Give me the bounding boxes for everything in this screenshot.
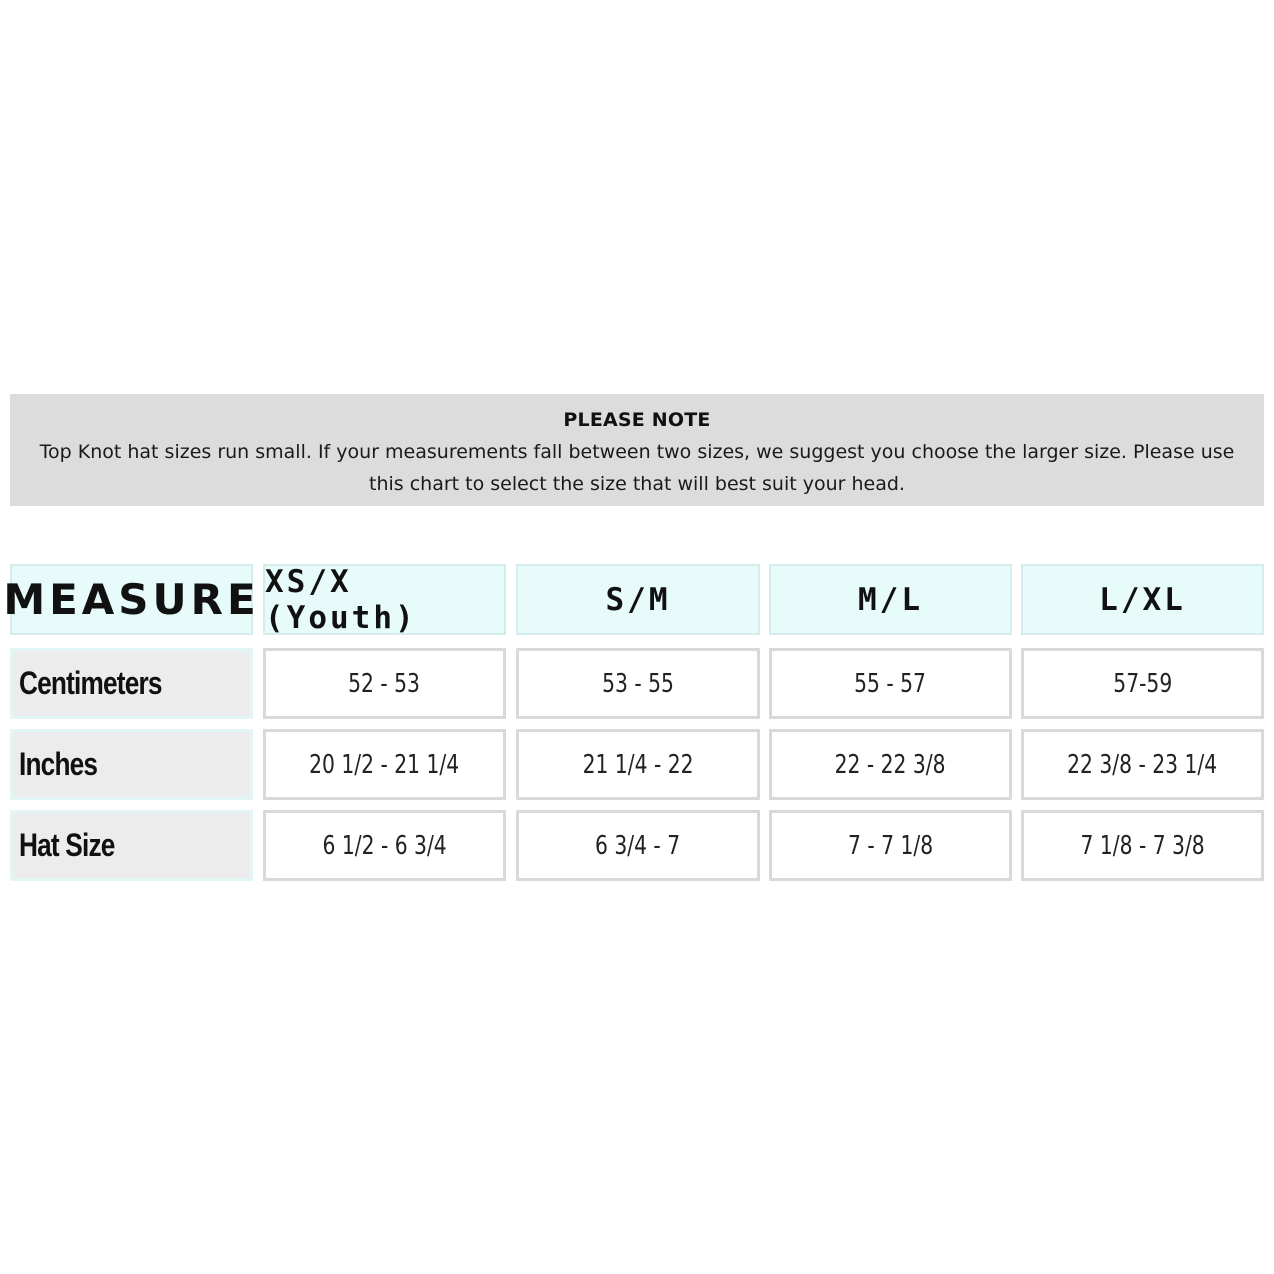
table-cell: 57-59 — [1021, 648, 1264, 719]
table-cell: 22 - 22 3/8 — [769, 729, 1012, 800]
column-header-s-m: S/M — [516, 564, 760, 635]
row-label-centimeters — [10, 648, 253, 719]
row-label-text: Centimeters — [19, 665, 162, 701]
row-label-text: Inches — [19, 746, 98, 782]
table-cell: 6 3/4 - 7 — [516, 810, 760, 881]
column-header-l-xl: L/XL — [1021, 564, 1264, 635]
note-title: PLEASE NOTE — [563, 409, 711, 431]
please-note-banner — [10, 394, 1264, 506]
table-cell: 20 1/2 - 21 1/4 — [263, 729, 506, 800]
measure-header: MEASURE — [10, 564, 253, 635]
row-label-text: Hat Size — [19, 827, 115, 863]
table-cell: 6 1/2 - 6 3/4 — [263, 810, 506, 881]
table-cell: 53 - 55 — [516, 648, 760, 719]
row-label-inches — [10, 729, 253, 800]
column-header-xs-youth: XS/X (Youth) — [263, 564, 506, 635]
table-cell: 7 1/8 - 7 3/8 — [1021, 810, 1264, 881]
table-cell: 22 3/8 - 23 1/4 — [1021, 729, 1264, 800]
column-header-m-l: M/L — [769, 564, 1012, 635]
table-cell: 55 - 57 — [769, 648, 1012, 719]
row-label-hat-size — [10, 810, 253, 881]
table-cell: 52 - 53 — [263, 648, 506, 719]
note-text: Top Knot hat sizes run small. If your measurements fall between two sizes, we suggest you choose the larger size. Please use this chart to select the size that will best suit your head. — [39, 441, 1235, 495]
table-cell: 21 1/4 - 22 — [516, 729, 760, 800]
table-cell: 7 - 7 1/8 — [769, 810, 1012, 881]
